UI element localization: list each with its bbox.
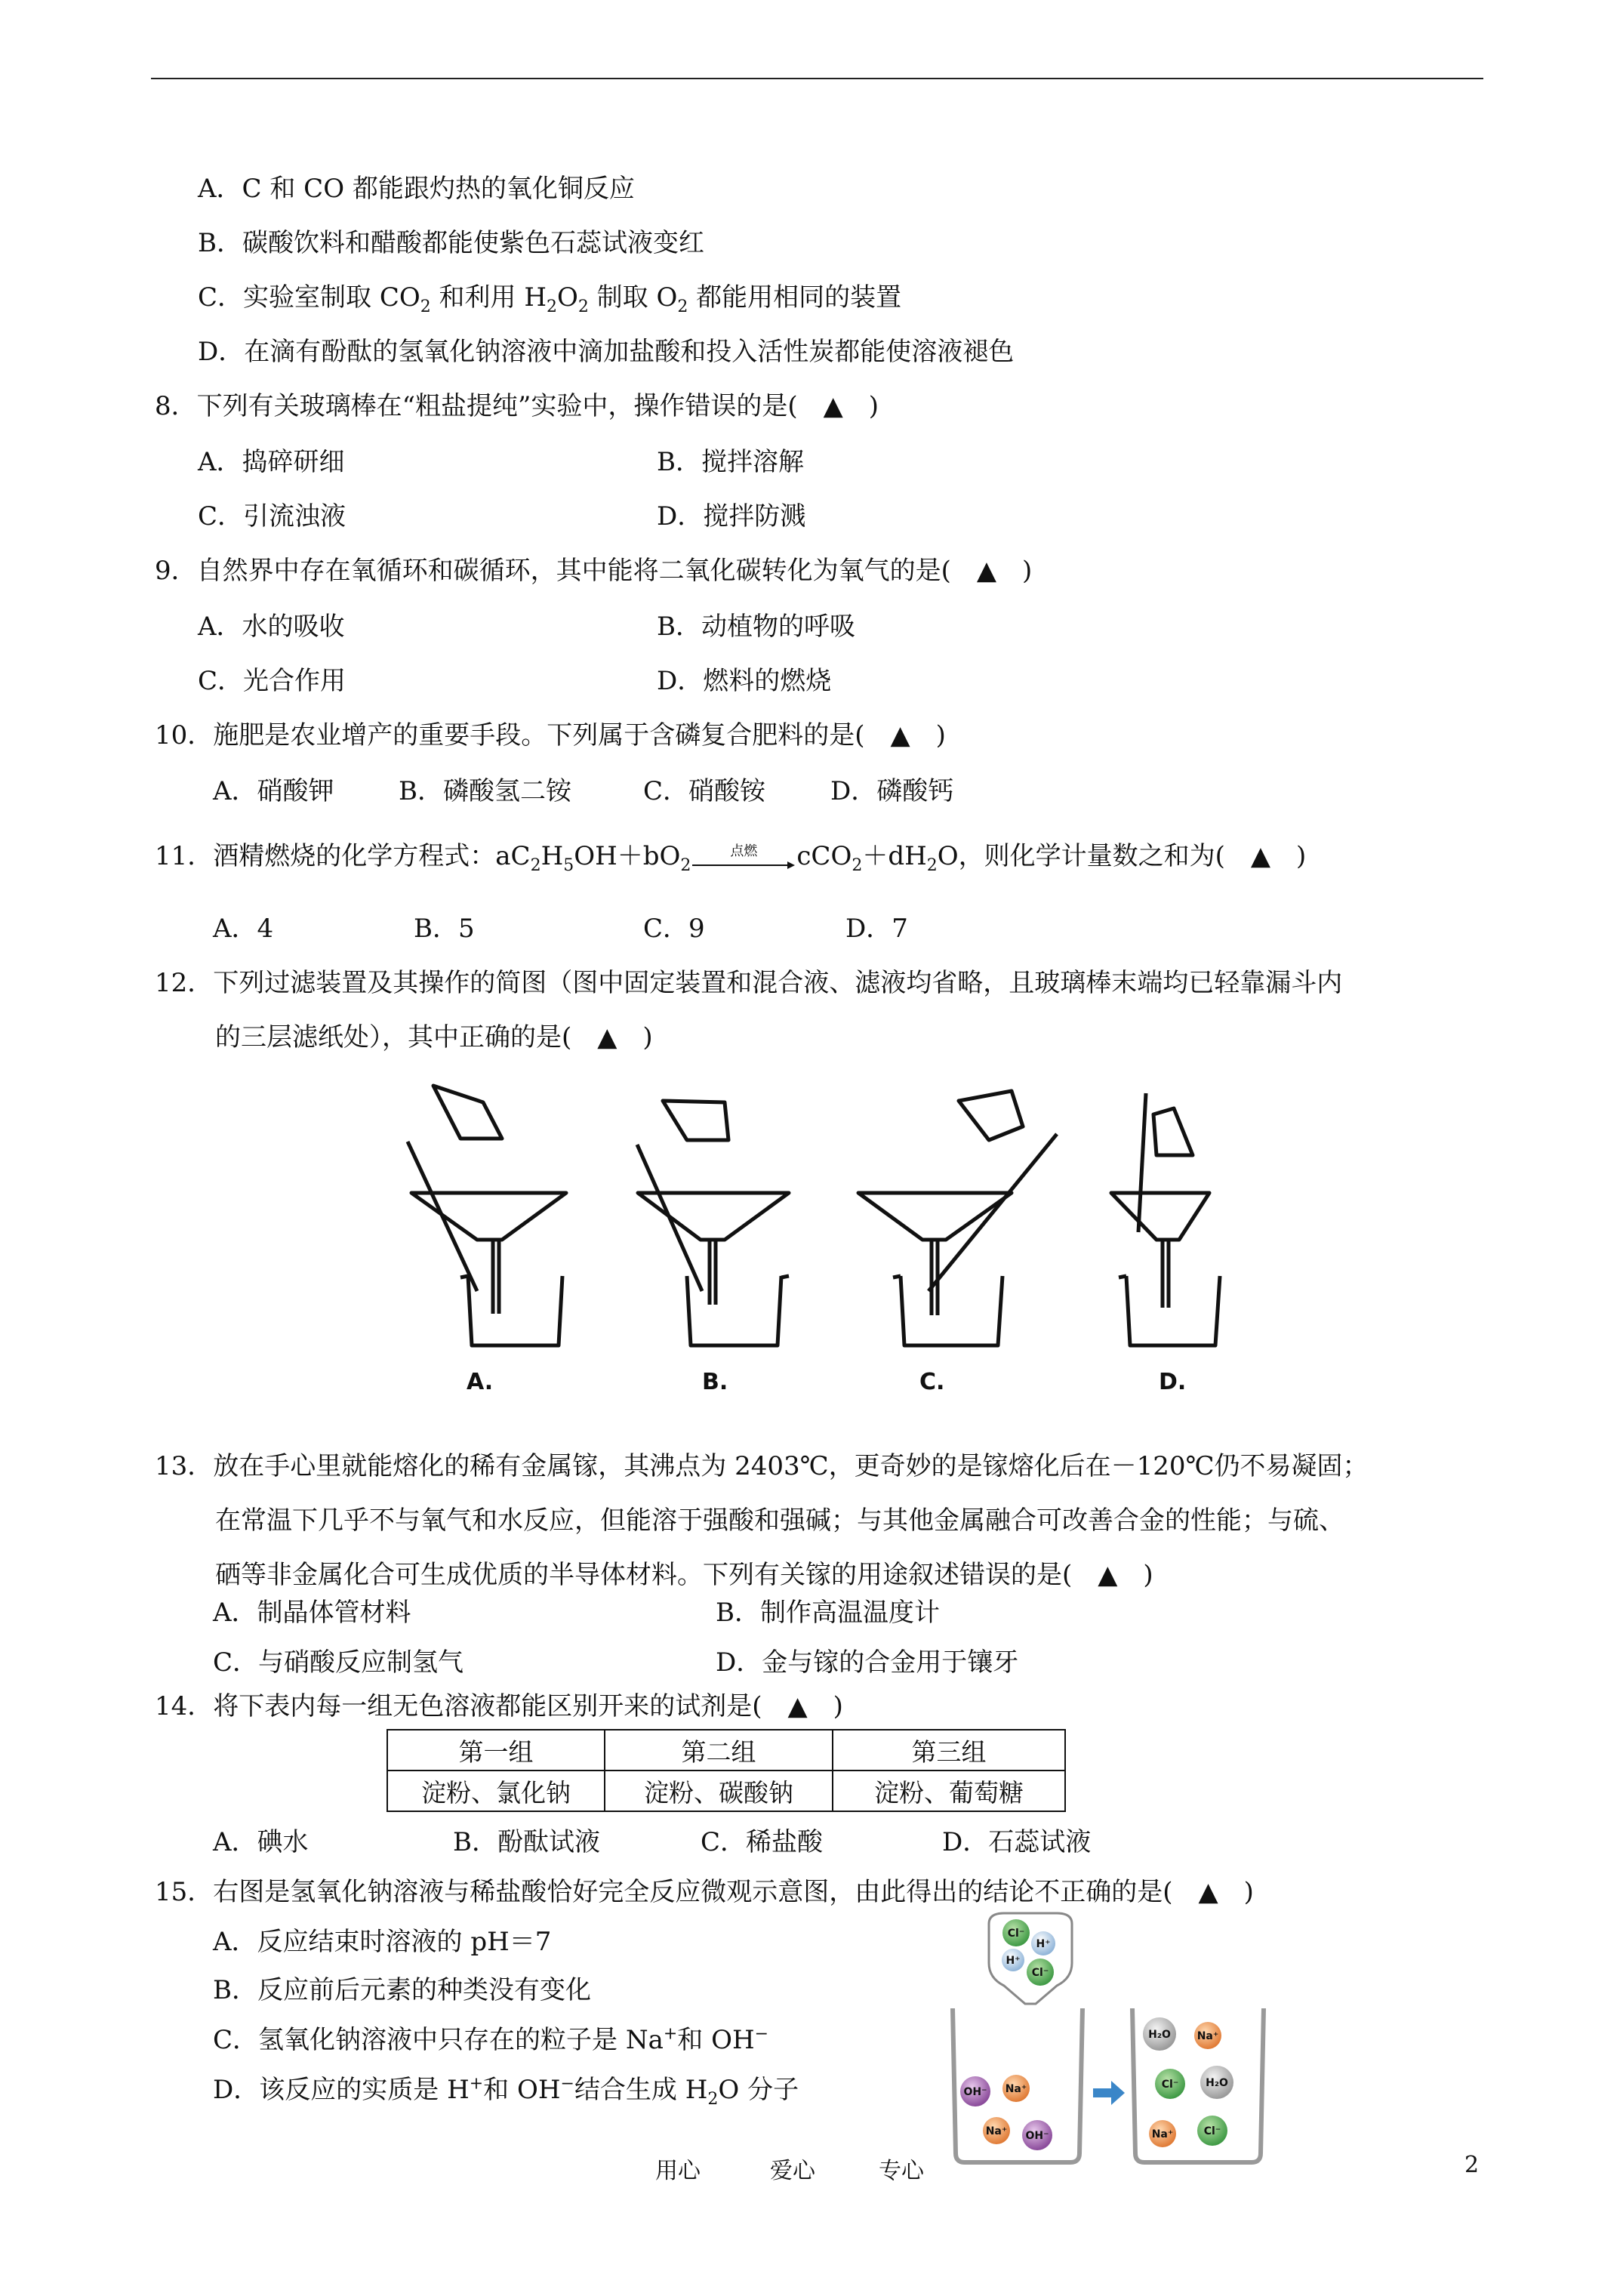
neutralization-diagram — [944, 1910, 1276, 2167]
q9-option-c: C．光合作用 — [198, 666, 346, 696]
svg-text:Na⁺: Na⁺ — [1005, 2083, 1027, 2095]
table-header: 第二组 — [605, 1730, 833, 1771]
q15-option-a: A．反应结束时溶液的 pH＝7 — [213, 1927, 552, 1957]
q15-option-b: B．反应前后元素的种类没有变化 — [213, 1975, 591, 2005]
q7-option-a: A．C 和 CO 都能跟灼热的氧化铜反应 — [198, 174, 635, 204]
q13-stem-line3: 硒等非金属化合可生成优质的半导体材料。下列有关镓的用途叙述错误的是( ▲ ) — [215, 1560, 1153, 1590]
q7-option-b: B．碳酸饮料和醋酸都能使紫色石蕊试液变红 — [198, 228, 704, 258]
q14-stem: 14．将下表内每一组无色溶液都能区别开来的试剂是( ▲ ) — [155, 1691, 843, 1721]
q8-option-b: B．搅拌溶解 — [657, 447, 804, 477]
arrow-right-icon — [1093, 2081, 1125, 2105]
svg-text:Cl⁻: Cl⁻ — [1031, 1967, 1049, 1979]
footer-text-mid: 爱心 — [770, 2158, 815, 2184]
footer-text-right: 专心 — [879, 2158, 924, 2184]
q13-option-b: B．制作高温温度计 — [716, 1598, 940, 1628]
q9-stem: 9．自然界中存在氧循环和碳循环，其中能将二氧化碳转化为氧气的是( ▲ ) — [155, 556, 1033, 586]
figure-label-a: A. — [467, 1369, 494, 1395]
q7-option-d: D．在滴有酚酞的氢氧化钠溶液中滴加盐酸和投入活性炭都能使溶液褪色 — [198, 337, 1015, 367]
svg-text:H⁺: H⁺ — [1006, 1955, 1021, 1967]
svg-text:Cl⁻: Cl⁻ — [1007, 1928, 1025, 1940]
q13-option-a: A．制晶体管材料 — [213, 1598, 411, 1628]
reaction-arrow: 点燃 — [691, 846, 796, 869]
q11-stem: 11．酒精燃烧的化学方程式：$aC_2H_5OH+bO_2$ 点燃 $cCO_2+dH_2O$，则化学计量数之和为( ▲ ) — [155, 841, 1307, 875]
table-header-row — [387, 1730, 1065, 1771]
q15-option-d: D．该反应的实质是 H+和 OH−结合生成 $H_2O$ 分子 — [213, 2074, 799, 2109]
q12-stem-line2: 的三层滤纸处），其中正确的是( ▲ ) — [215, 1022, 653, 1052]
q11-option-a: A．4 — [213, 914, 274, 944]
q8-stem: 8．下列有关玻璃棒在“粗盐提纯”实验中，操作错误的是( ▲ ) — [155, 391, 879, 421]
filtration-setup-c — [858, 1091, 1057, 1345]
q10-option-b: B．磷酸氢二铵 — [399, 776, 571, 806]
q14-table — [387, 1729, 1066, 1812]
table-cell: 淀粉、碳酸钠 — [605, 1771, 833, 1811]
q14-option-c: C．稀盐酸 — [701, 1827, 824, 1857]
q14-option-b: B．酚酞试液 — [453, 1827, 600, 1857]
table-row — [387, 1771, 1065, 1811]
q8-option-a: A．捣碎研细 — [198, 447, 345, 477]
q15-stem: 15．右图是氢氧化钠溶液与稀盐酸恰好完全反应微观示意图，由此得出的结论不正确的是( ▲ ) — [155, 1877, 1254, 1907]
q11-option-c: C．9 — [643, 914, 705, 944]
table-cell: 淀粉、葡萄糖 — [833, 1771, 1065, 1811]
q13-stem-line1: 13．放在手心里就能熔化的稀有金属镓，其沸点为 2403℃，更奇妙的是镓熔化后在－120℃仍不易凝固； — [155, 1451, 1369, 1481]
q9-option-d: D．燃料的燃烧 — [657, 666, 832, 696]
q8-option-d: D．搅拌防溅 — [657, 501, 806, 532]
svg-text:H₂O: H₂O — [1148, 2029, 1171, 2041]
q13-option-d: D．金与镓的合金用于镶牙 — [716, 1647, 1019, 1678]
svg-text:OH⁻: OH⁻ — [1025, 2130, 1049, 2142]
svg-text:OH⁻: OH⁻ — [963, 2086, 987, 2098]
figure-label-d: D. — [1159, 1369, 1187, 1395]
q15-option-c: C．氢氧化钠溶液中只存在的粒子是 Na+和 OH− — [213, 2024, 769, 2055]
figure-label-c: C. — [919, 1369, 945, 1395]
svg-text:Cl⁻: Cl⁻ — [1161, 2079, 1179, 2091]
q9-option-b: B．动植物的呼吸 — [657, 612, 855, 642]
svg-text:Na⁺: Na⁺ — [985, 2125, 1008, 2137]
q10-option-a: A．硝酸钾 — [213, 776, 334, 806]
q9-option-a: A．水的吸收 — [198, 612, 345, 642]
q11-option-d: D．7 — [845, 914, 908, 944]
filtration-setup-d — [1111, 1093, 1220, 1345]
table-header: 第三组 — [833, 1730, 1065, 1771]
q14-option-d: D．石蕊试液 — [942, 1827, 1092, 1857]
svg-text:H₂O: H₂O — [1206, 2077, 1228, 2089]
dropper — [989, 1913, 1072, 2004]
svg-text:Na⁺: Na⁺ — [1196, 2030, 1219, 2042]
filtration-setup-b — [637, 1101, 789, 1345]
footer-text-left: 用心 — [655, 2158, 701, 2184]
q7-option-c: C．实验室制取 $CO_2$ 和利用 $H_2O_2$ 制取 $O_2$ 都能用相同的装置 — [198, 282, 902, 316]
q14-option-a: A．碘水 — [213, 1827, 309, 1857]
svg-text:H⁺: H⁺ — [1036, 1938, 1051, 1950]
q13-option-c: C．与硝酸反应制氢气 — [213, 1647, 464, 1678]
q11-option-b: B．5 — [414, 914, 475, 944]
q13-stem-line2: 在常温下几乎不与氧气和水反应，但能溶于强酸和强碱；与其他金属融合可改善合金的性能；与硫、 — [215, 1505, 1344, 1536]
table-cell: 淀粉、氯化钠 — [387, 1771, 605, 1811]
figure-label-b: B. — [702, 1369, 728, 1395]
svg-text:Na⁺: Na⁺ — [1151, 2128, 1174, 2140]
q12-stem-line1: 12．下列过滤装置及其操作的简图（图中固定装置和混合液、滤液均省略，且玻璃棒末端均已轻靠漏斗内 — [155, 968, 1343, 998]
q10-option-d: D．磷酸钙 — [830, 776, 954, 806]
q10-option-c: C．硝酸铵 — [643, 776, 766, 806]
q8-option-c: C．引流浊液 — [198, 501, 346, 532]
page-number: 2 — [1464, 2152, 1480, 2178]
arrow-icon — [691, 860, 796, 871]
svg-text:Cl⁻: Cl⁻ — [1203, 2125, 1221, 2137]
header-rule — [151, 78, 1483, 79]
filtration-setup-a — [408, 1086, 566, 1345]
q10-stem: 10．施肥是农业增产的重要手段。下列属于含磷复合肥料的是( ▲ ) — [155, 720, 946, 750]
table-header: 第一组 — [387, 1730, 605, 1771]
filtration-diagrams — [377, 1065, 1283, 1404]
